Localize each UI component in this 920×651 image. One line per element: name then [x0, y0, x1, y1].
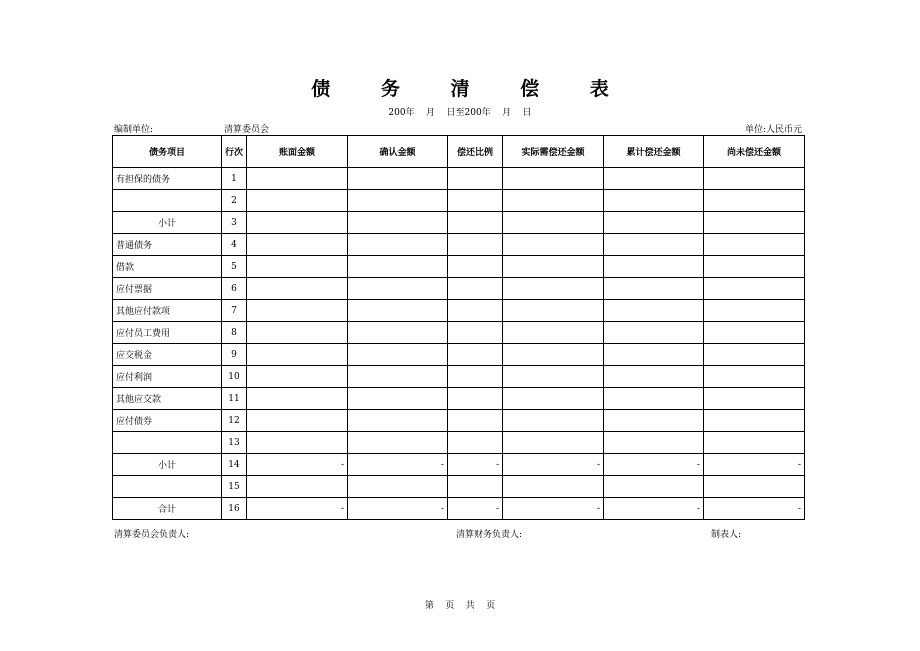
- table-row: [113, 432, 805, 454]
- amount-cell[interactable]: -: [503, 454, 604, 476]
- row-item-label: 普通债务: [113, 234, 222, 256]
- amount-cell[interactable]: [448, 212, 503, 234]
- amount-cell[interactable]: [448, 256, 503, 278]
- currency-unit: 单位:人民币元: [744, 125, 802, 135]
- prepared-unit-value: 清算委员会: [224, 125, 270, 135]
- amount-cell[interactable]: [604, 432, 704, 454]
- amount-cell[interactable]: [348, 212, 448, 234]
- amount-cell[interactable]: [247, 476, 348, 498]
- table-row: [113, 498, 805, 520]
- col-header-repay-ratio: 偿还比例: [448, 136, 503, 168]
- row-item-label: 其他应付款项: [113, 300, 222, 322]
- amount-cell[interactable]: [348, 410, 448, 432]
- amount-cell[interactable]: [348, 190, 448, 212]
- amount-cell[interactable]: [247, 344, 348, 366]
- amount-cell[interactable]: [247, 234, 348, 256]
- table-row: [113, 322, 805, 344]
- date-range: 200年 月 日至200年 月 日: [388, 108, 532, 118]
- amount-cell[interactable]: [503, 322, 604, 344]
- row-number: 14: [222, 454, 247, 476]
- preparer-label: 制表人:: [711, 530, 742, 540]
- amount-cell[interactable]: [503, 256, 604, 278]
- amount-cell[interactable]: -: [604, 498, 704, 520]
- amount-cell[interactable]: [503, 388, 604, 410]
- amount-cell[interactable]: -: [348, 498, 448, 520]
- amount-cell[interactable]: [448, 410, 503, 432]
- row-number: 8: [222, 322, 247, 344]
- amount-cell[interactable]: -: [704, 498, 805, 520]
- row-item-label: 应付利润: [113, 366, 222, 388]
- amount-cell[interactable]: [448, 234, 503, 256]
- amount-cell[interactable]: [704, 410, 805, 432]
- row-number: 2: [222, 190, 247, 212]
- row-item-label: 应交税金: [113, 344, 222, 366]
- amount-cell[interactable]: [604, 410, 704, 432]
- amount-cell[interactable]: [247, 388, 348, 410]
- amount-cell[interactable]: [704, 278, 805, 300]
- amount-cell[interactable]: [448, 168, 503, 190]
- row-number: 12: [222, 410, 247, 432]
- col-header-confirmed-amount: 确认金额: [348, 136, 448, 168]
- table-row: [113, 234, 805, 256]
- table-row: [113, 454, 805, 476]
- row-item-label: [113, 476, 222, 498]
- row-item-label: 借款: [113, 256, 222, 278]
- row-item-label: 应付债券: [113, 410, 222, 432]
- row-item-label: 有担保的债务: [113, 168, 222, 190]
- amount-cell[interactable]: -: [704, 454, 805, 476]
- page-number: 第 页 共 页: [424, 601, 496, 611]
- row-item-label: 应付票据: [113, 278, 222, 300]
- amount-cell[interactable]: [348, 256, 448, 278]
- row-number: 4: [222, 234, 247, 256]
- amount-cell[interactable]: [448, 388, 503, 410]
- table-row: [113, 300, 805, 322]
- amount-cell[interactable]: [604, 190, 704, 212]
- amount-cell[interactable]: -: [247, 454, 348, 476]
- amount-cell[interactable]: [604, 278, 704, 300]
- amount-cell[interactable]: [448, 300, 503, 322]
- row-number: 10: [222, 366, 247, 388]
- row-number: 1: [222, 168, 247, 190]
- table-row: [113, 388, 805, 410]
- prepared-unit-label: 编制单位:: [114, 125, 154, 135]
- row-number: 15: [222, 476, 247, 498]
- row-number: 9: [222, 344, 247, 366]
- amount-cell[interactable]: [503, 410, 604, 432]
- amount-cell[interactable]: [704, 344, 805, 366]
- amount-cell[interactable]: -: [247, 498, 348, 520]
- row-number: 3: [222, 212, 247, 234]
- amount-cell[interactable]: [704, 190, 805, 212]
- amount-cell[interactable]: [247, 212, 348, 234]
- amount-cell[interactable]: [704, 366, 805, 388]
- amount-cell[interactable]: -: [604, 454, 704, 476]
- amount-cell[interactable]: [503, 234, 604, 256]
- amount-cell[interactable]: [247, 190, 348, 212]
- amount-cell[interactable]: [348, 476, 448, 498]
- amount-cell[interactable]: [348, 234, 448, 256]
- amount-cell[interactable]: [348, 278, 448, 300]
- col-header-cumulative-repay: 累计偿还金额: [604, 136, 704, 168]
- amount-cell[interactable]: [704, 234, 805, 256]
- finance-head-label: 清算财务负责人:: [456, 530, 523, 540]
- amount-cell[interactable]: [604, 322, 704, 344]
- amount-cell[interactable]: [503, 168, 604, 190]
- row-item-label: 应付员工费用: [113, 322, 222, 344]
- row-item-label: 小计: [113, 454, 222, 476]
- amount-cell[interactable]: [503, 300, 604, 322]
- amount-cell[interactable]: [448, 432, 503, 454]
- amount-cell[interactable]: [247, 300, 348, 322]
- amount-cell[interactable]: [247, 168, 348, 190]
- table-row: [113, 344, 805, 366]
- amount-cell[interactable]: [503, 344, 604, 366]
- amount-cell[interactable]: [503, 212, 604, 234]
- amount-cell[interactable]: [503, 476, 604, 498]
- table-row: [113, 366, 805, 388]
- amount-cell[interactable]: [503, 278, 604, 300]
- amount-cell[interactable]: -: [503, 498, 604, 520]
- table-row: [113, 256, 805, 278]
- amount-cell[interactable]: [348, 344, 448, 366]
- amount-cell[interactable]: [503, 366, 604, 388]
- row-number: 13: [222, 432, 247, 454]
- amount-cell[interactable]: [604, 168, 704, 190]
- table-row: [113, 190, 805, 212]
- table-row: [113, 278, 805, 300]
- amount-cell[interactable]: [348, 300, 448, 322]
- amount-cell[interactable]: [604, 344, 704, 366]
- amount-cell[interactable]: [604, 476, 704, 498]
- col-header-actual-repay: 实际需偿还金额: [503, 136, 604, 168]
- amount-cell[interactable]: [348, 366, 448, 388]
- header-row: [113, 136, 805, 168]
- amount-cell[interactable]: [448, 322, 503, 344]
- row-item-label: [113, 432, 222, 454]
- amount-cell[interactable]: [448, 366, 503, 388]
- amount-cell[interactable]: -: [448, 454, 503, 476]
- amount-cell[interactable]: [704, 322, 805, 344]
- amount-cell[interactable]: [704, 476, 805, 498]
- amount-cell[interactable]: [247, 256, 348, 278]
- row-number: 16: [222, 498, 247, 520]
- row-number: 5: [222, 256, 247, 278]
- table-row: [113, 168, 805, 190]
- amount-cell[interactable]: [348, 388, 448, 410]
- amount-cell[interactable]: [704, 388, 805, 410]
- debt-repayment-table: [112, 135, 805, 520]
- row-item-label: [113, 190, 222, 212]
- amount-cell[interactable]: [604, 300, 704, 322]
- row-number: 7: [222, 300, 247, 322]
- col-header-row-no: 行次: [222, 136, 247, 168]
- amount-cell[interactable]: [448, 344, 503, 366]
- table-row: [113, 410, 805, 432]
- amount-cell[interactable]: [604, 388, 704, 410]
- amount-cell[interactable]: -: [348, 454, 448, 476]
- row-item-label: 小计: [113, 212, 222, 234]
- amount-cell[interactable]: [604, 212, 704, 234]
- amount-cell[interactable]: [604, 256, 704, 278]
- amount-cell[interactable]: [247, 322, 348, 344]
- amount-cell[interactable]: [247, 278, 348, 300]
- amount-cell[interactable]: [704, 432, 805, 454]
- col-header-book-amount: 账面金额: [247, 136, 348, 168]
- page-title: 债 务 清 偿 表: [311, 78, 631, 100]
- amount-cell[interactable]: -: [448, 498, 503, 520]
- amount-cell[interactable]: [704, 168, 805, 190]
- amount-cell[interactable]: [604, 234, 704, 256]
- amount-cell[interactable]: [704, 212, 805, 234]
- table-row: [113, 212, 805, 234]
- amount-cell[interactable]: [348, 168, 448, 190]
- row-item-label: 合计: [113, 498, 222, 520]
- row-number: 6: [222, 278, 247, 300]
- amount-cell[interactable]: [704, 300, 805, 322]
- amount-cell[interactable]: [704, 256, 805, 278]
- row-item-label: 其他应交款: [113, 388, 222, 410]
- amount-cell[interactable]: [448, 278, 503, 300]
- amount-cell[interactable]: [348, 322, 448, 344]
- amount-cell[interactable]: [503, 432, 604, 454]
- table-row: [113, 476, 805, 498]
- committee-head-label: 清算委员会负责人:: [114, 530, 190, 540]
- col-header-outstanding: 尚未偿还金额: [704, 136, 805, 168]
- amount-cell[interactable]: [604, 366, 704, 388]
- amount-cell[interactable]: [448, 190, 503, 212]
- amount-cell[interactable]: [503, 190, 604, 212]
- amount-cell[interactable]: [448, 476, 503, 498]
- amount-cell[interactable]: [247, 432, 348, 454]
- col-header-item: 债务项目: [113, 136, 222, 168]
- amount-cell[interactable]: [247, 366, 348, 388]
- amount-cell[interactable]: [247, 410, 348, 432]
- amount-cell[interactable]: [348, 432, 448, 454]
- row-number: 11: [222, 388, 247, 410]
